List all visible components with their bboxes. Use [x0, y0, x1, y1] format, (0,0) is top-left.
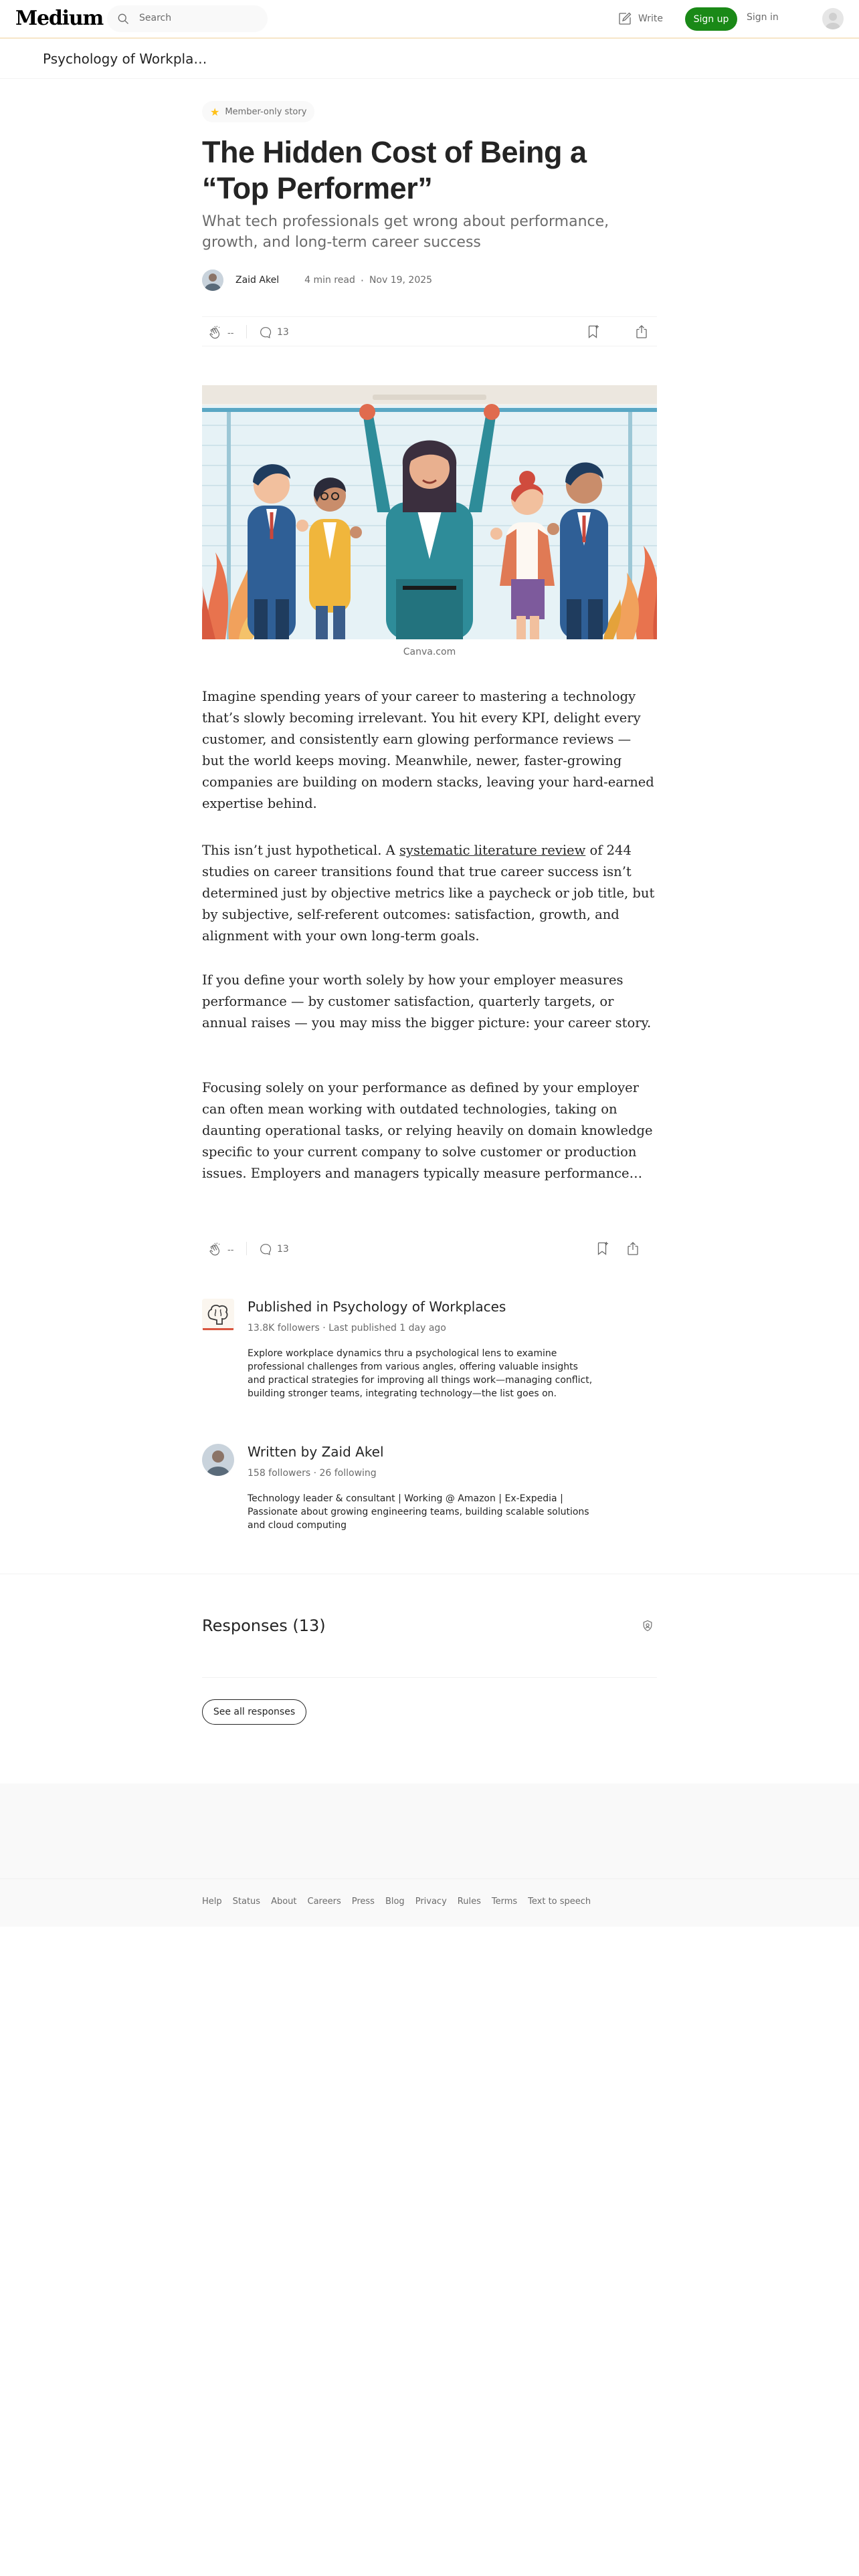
- paragraph-3: If you define your worth solely by how your employer measures performance — by customer satisfaction, quarterly targets, or annual raises — you may miss the bigger picture: your career story.: [202, 972, 652, 1031]
- clap-count-bottom: --: [227, 1245, 234, 1255]
- search-input[interactable]: [107, 5, 268, 32]
- bookmark-button[interactable]: [585, 324, 601, 342]
- responses-count: 13: [277, 327, 289, 338]
- actions-separator: [246, 325, 247, 338]
- clap-count: --: [227, 328, 234, 338]
- publication-heading[interactable]: Published in Psychology of Workplaces: [248, 1299, 506, 1315]
- footer-link-about[interactable]: About: [271, 1897, 297, 1907]
- footer-link-text-to-speech[interactable]: Text to speech: [528, 1897, 591, 1907]
- author-stats: [248, 1468, 377, 1479]
- responses-count-bottom: 13: [277, 1244, 289, 1255]
- responses-button[interactable]: [258, 325, 289, 340]
- stats-separator: ·: [313, 1468, 320, 1479]
- community-guidelines-button[interactable]: [641, 1619, 654, 1635]
- clap-button[interactable]: [207, 325, 233, 341]
- author-row: [202, 268, 432, 292]
- stats-separator: ·: [322, 1323, 329, 1333]
- paragraph-2-start: This isn’t just hypothetical. A: [202, 843, 399, 858]
- footer-link-rules[interactable]: Rules: [457, 1897, 481, 1907]
- publication-description: Explore workplace dynamics thru a psychological lens to examine professional challenges from various angles, offering valuable insights and practical strategies for improving all things work—managing conflict, building stronger teams, integrating technology—the list goes on.: [248, 1348, 593, 1399]
- responses-heading: Responses (13): [202, 1616, 326, 1635]
- top-navigation: [0, 0, 859, 38]
- sign-in-link[interactable]: Sign in: [747, 12, 779, 23]
- footer-link-terms[interactable]: Terms: [491, 1897, 518, 1907]
- write-label: Write: [638, 13, 663, 24]
- share-button-bottom[interactable]: [625, 1241, 641, 1259]
- footer-link-press[interactable]: Press: [351, 1897, 375, 1907]
- systematic-review-link[interactable]: systematic literature review: [399, 843, 586, 858]
- clap-icon: [207, 1242, 223, 1258]
- author-card-avatar[interactable]: [202, 1444, 234, 1476]
- comment-icon: [258, 325, 273, 340]
- author-description: Technology leader & consultant | Working @ Amazon | Ex-Expedia | Passionate about growing engineering teams, building scalable solutions and cloud computing: [248, 1493, 589, 1531]
- image-caption: Canva.com: [403, 647, 456, 657]
- paragraph-2-end: of 244 studies on career transitions found that true career success isn’t determined just by objective metrics like a paycheck or job title, but by subjective, self-referent outcomes: satisfaction, growth, and alignment with your own long-term goals.: [202, 843, 655, 944]
- medium-logo[interactable]: Medium: [15, 7, 104, 30]
- clap-button-bottom[interactable]: [207, 1242, 233, 1258]
- responses-button-bottom[interactable]: [258, 1242, 289, 1257]
- footer-links: [202, 1897, 591, 1907]
- publish-date: Nov 19, 2025: [369, 275, 433, 286]
- sign-up-button[interactable]: Sign up: [685, 7, 737, 31]
- publication-followers[interactable]: 13.8K followers: [248, 1323, 320, 1333]
- paragraph-4: Focusing solely on your performance as defined by your employer can often mean working with outdated technologies, taking on daunting operational tasks, or relying heavily on domain knowledge specific to your current company to solve customer or production issues. Employers and managers typically measure performance…: [202, 1080, 653, 1181]
- star-icon: ★: [210, 105, 220, 118]
- author-following[interactable]: 26 following: [319, 1468, 377, 1479]
- shield-icon: [641, 1619, 654, 1632]
- member-only-badge: [202, 101, 314, 122]
- article-subtitle: What tech professionals get wrong about performance, growth, and long-term career success: [202, 213, 609, 251]
- author-photo-large: [202, 1444, 234, 1476]
- clap-icon: [207, 325, 223, 341]
- footer-link-help[interactable]: Help: [202, 1897, 222, 1907]
- read-time: 4 min read: [304, 275, 355, 286]
- author-heading[interactable]: Written by Zaid Akel: [248, 1444, 384, 1460]
- write-button[interactable]: [617, 9, 663, 28]
- search-icon: [116, 12, 130, 25]
- article-actions-bottom: [202, 1234, 657, 1264]
- publication-name[interactable]: Psychology of Workpla…: [43, 51, 207, 67]
- hero-illustration: [202, 385, 657, 639]
- see-all-responses-button[interactable]: See all responses: [202, 1699, 306, 1725]
- responses-divider: [202, 1677, 657, 1678]
- article-title: The Hidden Cost of Being a “Top Performer”: [202, 135, 587, 205]
- author-photo: [202, 270, 223, 291]
- author-name[interactable]: Zaid Akel: [235, 275, 280, 286]
- publication-logo[interactable]: [202, 1299, 234, 1331]
- bookmark-button-bottom[interactable]: [594, 1241, 610, 1259]
- share-icon: [625, 1241, 641, 1257]
- search-placeholder: Search: [139, 13, 172, 23]
- paragraph-2: [202, 840, 657, 947]
- author-card: [202, 1444, 657, 1537]
- user-avatar[interactable]: [822, 8, 844, 29]
- comment-icon: [258, 1242, 273, 1257]
- share-icon: [634, 324, 650, 340]
- footer: [0, 1879, 859, 1927]
- publication-card: [202, 1299, 657, 1419]
- user-icon: [822, 8, 844, 29]
- bookmark-icon: [594, 1241, 610, 1257]
- share-button[interactable]: [634, 324, 650, 342]
- author-avatar[interactable]: [202, 270, 223, 291]
- footer-link-careers[interactable]: Careers: [307, 1897, 341, 1907]
- footer-link-status[interactable]: Status: [232, 1897, 261, 1907]
- meta-separator: ·: [360, 274, 364, 287]
- celebrating-team-illustration: [202, 385, 657, 639]
- author-followers[interactable]: 158 followers: [248, 1468, 311, 1479]
- publication-bar: [0, 39, 859, 79]
- article-actions-top: [202, 316, 657, 346]
- publication-last-published: Last published 1 day ago: [328, 1323, 446, 1333]
- footer-link-privacy[interactable]: Privacy: [415, 1897, 447, 1907]
- write-icon: [617, 11, 633, 27]
- member-only-label: Member-only story: [225, 106, 307, 117]
- brain-icon: [202, 1299, 234, 1331]
- publication-stats: [248, 1323, 446, 1333]
- paragraph-1: Imagine spending years of your career to mastering a technology that’s slowly becoming irrelevant. You hit every KPI, delight every customer, and consistently earn glowing performance reviews — but the world keeps moving. Meanwhile, newer, faster-growing companies are building on modern stacks, leaving your hard-earned expertise behind.: [202, 689, 654, 811]
- bookmark-icon: [585, 324, 601, 340]
- actions-separator-bottom: [246, 1242, 247, 1255]
- footer-link-blog[interactable]: Blog: [385, 1897, 405, 1907]
